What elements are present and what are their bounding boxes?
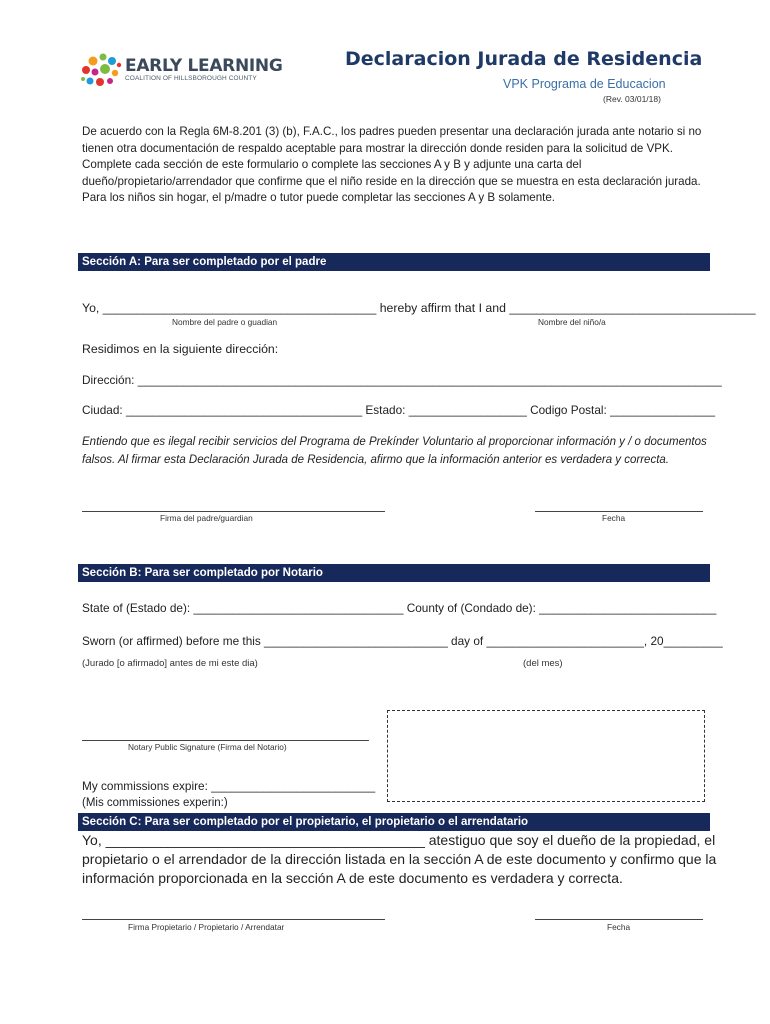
reside-label: Residimos en la siguiente dirección: [82,342,279,356]
owner-signature-line[interactable] [82,919,385,920]
logo-subtitle: COALITION OF HILLSBOROUGH COUNTY [125,75,257,82]
section-a-statement: Entiendo que es ilegal recibir servicios del Programa de Prekínder Voluntario al proporcionar información y / o documentos falsos. Al firmar esta Declaración Jurada de Residencia, afirmo que la información anterior es verdadera y correcta. [82,436,707,466]
owner-date-line[interactable] [535,919,703,920]
owner-date-caption: Fecha [607,922,631,932]
address-line[interactable]: Dirección: _________________________________________________________________________________________ [82,373,722,387]
parent-date-line[interactable] [535,511,703,512]
notary-seal-box [387,710,705,802]
commission-caption: (Mis commissiones experin:) [82,797,228,809]
affirm-line[interactable]: Yo, ________________________________________ hereby affirm that I and ____________________________________ [82,301,756,315]
page-title: Declaracion Jurada de Residencia [345,48,703,70]
intro-paragraph: De acuerdo con la Regla 6M-8.201 (3) (b), F.A.C., los padres pueden presentar una declaración jurada ante notario si no tienen otra documentación de respaldo aceptable para mostrar la dirección donde residen para la solicitud de VPK. Complete cada sección de este formulario o complete las secciones A y B y adjunte una carta del dueño/propietario/arrendador que confirme que el niño reside en la dirección que se muestra en esta declaración jurada. Para los niños sin hogar, el p/madre o tutor puede completar las secciones A y B solamente. [82,125,702,205]
parent-name-caption: Nombre del padre o guadian [172,317,278,327]
section-a-header: Sección A: Para ser completado por el padre [78,253,710,271]
sworn-date-line[interactable]: Sworn (or affirmed) before me this ____________________________ day of ________________________, 20_________ [82,634,723,648]
commission-expire-line[interactable]: My commissions expire: _________________________ [82,779,376,793]
section-c-header: Sección C: Para ser completado por el propietario, el propietario o el arrendatario [78,813,710,831]
revision-label: (Rev. 03/01/18) [603,94,661,104]
parent-signature-line[interactable] [82,511,385,512]
early-learning-logo-icon [78,50,124,90]
page-subtitle: VPK Programa de Educacion [503,77,666,91]
section-c-statement[interactable]: Yo, _________________________________________ atestiguo que soy el dueño de la propiedad, el propietario o el arrendador de la dirección listada en la sección A de este documento y confirmo que la información proporcionada en la sección A de este documento es verdadera y correcta. [82,832,717,886]
state-county-line[interactable]: State of (Estado de): ________________________________ County of (Condado de): ___________________________ [82,601,717,615]
notary-signature-line[interactable] [82,740,369,741]
logo-title: EARLY LEARNING [125,56,283,76]
notary-signature-caption: Notary Public Signature (Firma del Notario) [128,742,287,752]
parent-signature-caption: Firma del padre/guardian [160,513,253,523]
month-caption: (del mes) [523,658,563,669]
section-b-header: Sección B: Para ser completado por Notario [78,564,710,582]
sworn-caption: (Jurado [o afirmado] antes de mi este dia) [82,658,258,669]
parent-date-caption: Fecha [602,513,626,523]
child-name-caption: Nombre del niño/a [538,317,606,327]
city-state-zip-line[interactable]: Ciudad: ____________________________________ Estado: __________________ Codigo Postal: ________________ [82,403,716,417]
owner-signature-caption: Firma Propietario / Propietario / Arrendatar [128,922,285,932]
